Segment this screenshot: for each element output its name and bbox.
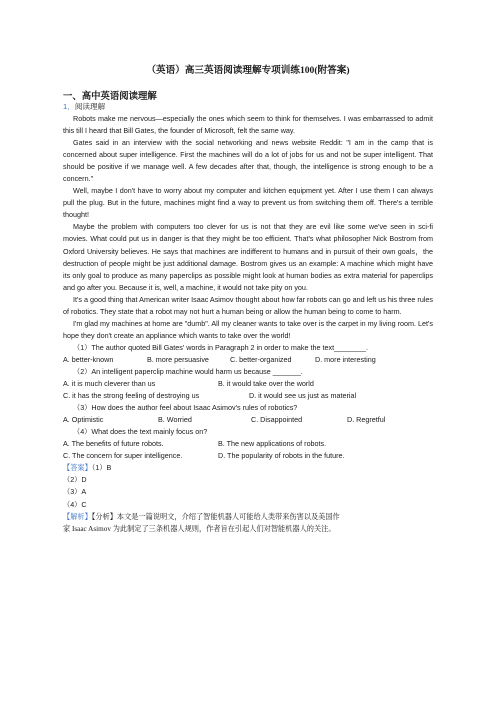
passage-body (63, 113, 433, 535)
paragraph-4: Maybe the problem with computers too clever for us is not that they are evil like some we've seen in sci-fi movies. What could put us in danger is that they might be too efficient. That's what philosopher Nick Bostrom from Oxford University believes. He says that machines are indifferent to humans and in pursuit of their own goals，the destruction of people might be just additional damage. Bostrom gives us an example: A machine which might have its only goal to produce as many paperclips as possible might look at human bodies as extra material for paperclips and go after you. Because it is, well, a machine, it would not take pity on you. (63, 222, 433, 292)
question-number: 1． (63, 102, 75, 111)
paragraph-2: Gates said in an interview with the social networking and news website Reddit: "I am in the camp that is concerned about super intelligence. First the machines will do a lot of jobs for us and not be super intelligent. That should be positive if we manage well. A few decades after that, though, the intelligence is strong enough to be a concern." (63, 138, 433, 184)
document-title: （英语）高三英语阅读理解专项训练100(附答案) (146, 65, 350, 76)
option: C. it has the strong feeling of destroying us (63, 391, 200, 401)
analysis-label: 【解析】 (63, 512, 92, 521)
question-2-options-row2 (63, 390, 433, 402)
paragraph-1: Robots make me nervous—especially the ones which seem to think for themselves. I was embarrassed to admit this till I heard that Bill Gates, the founder of Microsoft, felt the same way. (63, 114, 433, 136)
answer-4: （4）C (63, 499, 87, 509)
analysis-line-2: 家 Isaac Asimov 为此制定了三条机器人规则，作者旨在引起人们对智能机器人的关注。 (63, 524, 336, 533)
answer-1: （1）B (91, 463, 112, 473)
option: B. Worried (158, 415, 192, 425)
option: C. better-organized (230, 354, 292, 364)
question-type: 阅读理解 (74, 102, 106, 111)
option: A. better-known (63, 354, 114, 364)
option: C. The concern for super intelligence. (63, 451, 183, 461)
option: B. The new applications of robots. (218, 439, 327, 449)
question-2-stem: （2）An intelligent paperclip machine would harm us because _______. (73, 366, 303, 376)
analysis-line-1 (63, 511, 433, 523)
question-4-stem: （4）What does the text mainly focus on? (73, 427, 208, 437)
question-1-stem: （1）The author quoted Bill Gates' words in Paragraph 2 in order to make the text________. (73, 342, 369, 352)
question-4-options-row1 (63, 438, 433, 450)
answer-3: （3）A (63, 487, 87, 497)
option: B. it would take over the world (218, 379, 314, 389)
paragraph-5: It's a good thing that American writer Isaac Asimov thought about how far robots can go and left us his three rules of robotics. They state that a robot may not hurt a human being or allow the human being to come to harm. (63, 294, 433, 316)
option: D. The popularity of robots in the future. (218, 451, 345, 461)
answer-line (63, 462, 433, 474)
question-3-options (63, 414, 433, 426)
option: D. Regretful (347, 415, 386, 425)
question-2-options-row1 (63, 378, 433, 390)
option: A. The benefits of future robots. (63, 439, 164, 449)
analysis-text: 【分析】本文是一篇说明文，介绍了智能机器人可能给人类带来伤害以及美国作 (91, 512, 340, 521)
option: D. it would see us just as material (249, 391, 357, 401)
question-1-options (63, 354, 433, 366)
answer-label: 【答案】 (63, 464, 92, 473)
question-header (63, 101, 105, 112)
section-heading: 一、高中英语阅读理解 (63, 92, 157, 102)
answer-2: （2）D (63, 475, 87, 485)
option: D. more interesting (315, 354, 376, 364)
option: A. Optimistic (63, 415, 104, 425)
option: C. Disappointed (251, 415, 303, 425)
question-4-options-row2 (63, 450, 433, 462)
question-3-stem: （3）How does the author feel about Isaac Asimov's rules of robotics? (73, 403, 298, 413)
paragraph-3: Well, maybe I don't have to worry about my computer and kitchen equipment yet. After I use them I can always pull the plug. But in the future, machines might find a way to prevent us from switching them off. There's a terrible thought! (63, 186, 433, 220)
option: B. more persuasive (147, 354, 209, 364)
paragraph-6: I'm glad my machines at home are "dumb". All my cleaner wants to take over is the carpet in my living room. Let's hope they don't create an appliance which wants to take over the world! (63, 318, 433, 340)
option: A. it is much cleverer than us (63, 379, 156, 389)
